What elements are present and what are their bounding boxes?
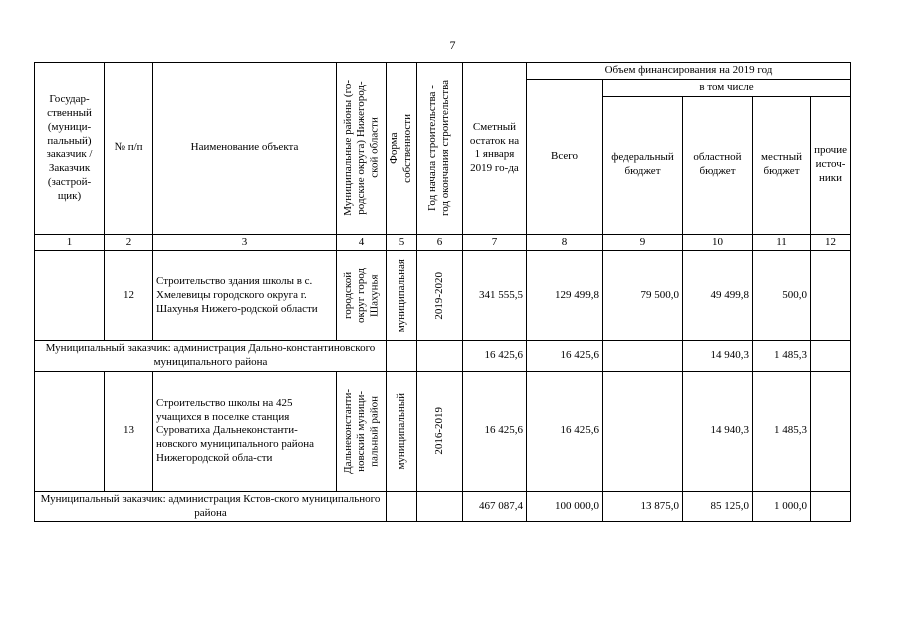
- column-number: 6: [417, 234, 463, 251]
- table-cell: [35, 251, 105, 341]
- column-number: 1: [35, 234, 105, 251]
- column-number: 3: [153, 234, 337, 251]
- row-number: 12: [105, 251, 153, 341]
- balance: 16 425,6: [463, 371, 527, 491]
- header-districts-l2: родские округа) Нижегород-: [354, 81, 367, 215]
- district-l2: округ город: [354, 268, 367, 324]
- total: 16 425,6: [527, 371, 603, 491]
- column-number: 9: [603, 234, 683, 251]
- header-federal: федеральный бюджет: [603, 96, 683, 234]
- ownership: [387, 371, 417, 491]
- column-number-row: [35, 234, 851, 251]
- district-l1: Дальнеконстанти-: [341, 388, 354, 474]
- district-l1: городской: [341, 272, 354, 320]
- federal: [603, 341, 683, 372]
- table-cell: [387, 491, 417, 522]
- header-regional: областной бюджет: [683, 96, 753, 234]
- district-l2: новский муници-: [354, 390, 367, 472]
- district-l3: пальный район: [368, 395, 381, 467]
- customer-label: Муниципальный заказчик: администрация Дально-константиновского муниципального района: [35, 341, 387, 372]
- header-districts-l1: Муниципальные районы (го-: [341, 80, 354, 217]
- header-total: Всего: [527, 79, 603, 234]
- other: [811, 341, 851, 372]
- federal: 79 500,0: [603, 251, 683, 341]
- table-row: [35, 251, 851, 341]
- ownership-text: муниципальная: [394, 259, 407, 333]
- header-object-name: Наименование объекта: [153, 63, 337, 235]
- years: [417, 251, 463, 341]
- header-funding-volume: Объем финансирования на 2019 год: [527, 63, 851, 80]
- column-number: 12: [811, 234, 851, 251]
- other: [811, 371, 851, 491]
- column-number: 8: [527, 234, 603, 251]
- local: 1 000,0: [753, 491, 811, 522]
- column-number: 10: [683, 234, 753, 251]
- balance: 467 087,4: [463, 491, 527, 522]
- header-customer: Государ-ственный (муници-пальный) заказчик / Заказчик (застрой-щик): [35, 63, 105, 235]
- other: [811, 251, 851, 341]
- object-name: Строительство школы на 425 учащихся в поселке станция Суроватиха Дальнеконстанти-новского муниципального района Нижегородской обла-сти: [153, 371, 337, 491]
- district: [337, 251, 387, 341]
- header-row-1: [35, 63, 851, 80]
- header-years-l2: год окончания строительства: [439, 80, 452, 217]
- column-number: 2: [105, 234, 153, 251]
- header-ownership-l1: Форма: [388, 132, 401, 164]
- years-text: 2016-2019: [432, 407, 445, 456]
- table-cell: [417, 491, 463, 522]
- years: [417, 371, 463, 491]
- table-cell: [35, 371, 105, 491]
- district-l3: Шахунья: [368, 274, 381, 318]
- column-number: 5: [387, 234, 417, 251]
- header-ownership: [387, 63, 417, 235]
- regional: 49 499,8: [683, 251, 753, 341]
- column-number: 11: [753, 234, 811, 251]
- table-cell: [387, 341, 417, 372]
- years-text: 2019-2020: [432, 271, 445, 320]
- balance: 341 555,5: [463, 251, 527, 341]
- header-estimated-balance: Сметный остаток на 1 января 2019 го-да: [463, 63, 527, 235]
- header-districts-l3: ской области: [368, 117, 381, 179]
- federal: [603, 371, 683, 491]
- header-number: № п/п: [105, 63, 153, 235]
- column-number: 7: [463, 234, 527, 251]
- header-ownership-l2: собственности: [401, 113, 414, 183]
- column-number: 4: [337, 234, 387, 251]
- other: [811, 491, 851, 522]
- row-number: 13: [105, 371, 153, 491]
- table-row: [35, 491, 851, 522]
- customer-label: Муниципальный заказчик: администрация Кстов-ского муниципального района: [35, 491, 387, 522]
- total: 16 425,6: [527, 341, 603, 372]
- regional: 14 940,3: [683, 341, 753, 372]
- table-row: [35, 371, 851, 491]
- table-row: [35, 341, 851, 372]
- header-including: в том числе: [603, 79, 851, 96]
- page-number: 7: [449, 38, 456, 52]
- balance: 16 425,6: [463, 341, 527, 372]
- financing-table: [34, 62, 851, 522]
- table-cell: [417, 341, 463, 372]
- total: 100 000,0: [527, 491, 603, 522]
- header-other: прочие источ-ники: [811, 96, 851, 234]
- header-local: местный бюджет: [753, 96, 811, 234]
- local: 500,0: [753, 251, 811, 341]
- header-years-l1: Год начала строительства -: [426, 85, 439, 212]
- ownership: [387, 251, 417, 341]
- local: 1 485,3: [753, 341, 811, 372]
- federal: 13 875,0: [603, 491, 683, 522]
- local: 1 485,3: [753, 371, 811, 491]
- header-districts: [337, 63, 387, 235]
- header-years: [417, 63, 463, 235]
- district: [337, 371, 387, 491]
- object-name: Строительство здания школы в с. Хмелевицы городского округа г. Шахунья Нижего-родской области: [153, 251, 337, 341]
- ownership-text: муниципальный: [394, 392, 407, 470]
- total: 129 499,8: [527, 251, 603, 341]
- regional: 85 125,0: [683, 491, 753, 522]
- regional: 14 940,3: [683, 371, 753, 491]
